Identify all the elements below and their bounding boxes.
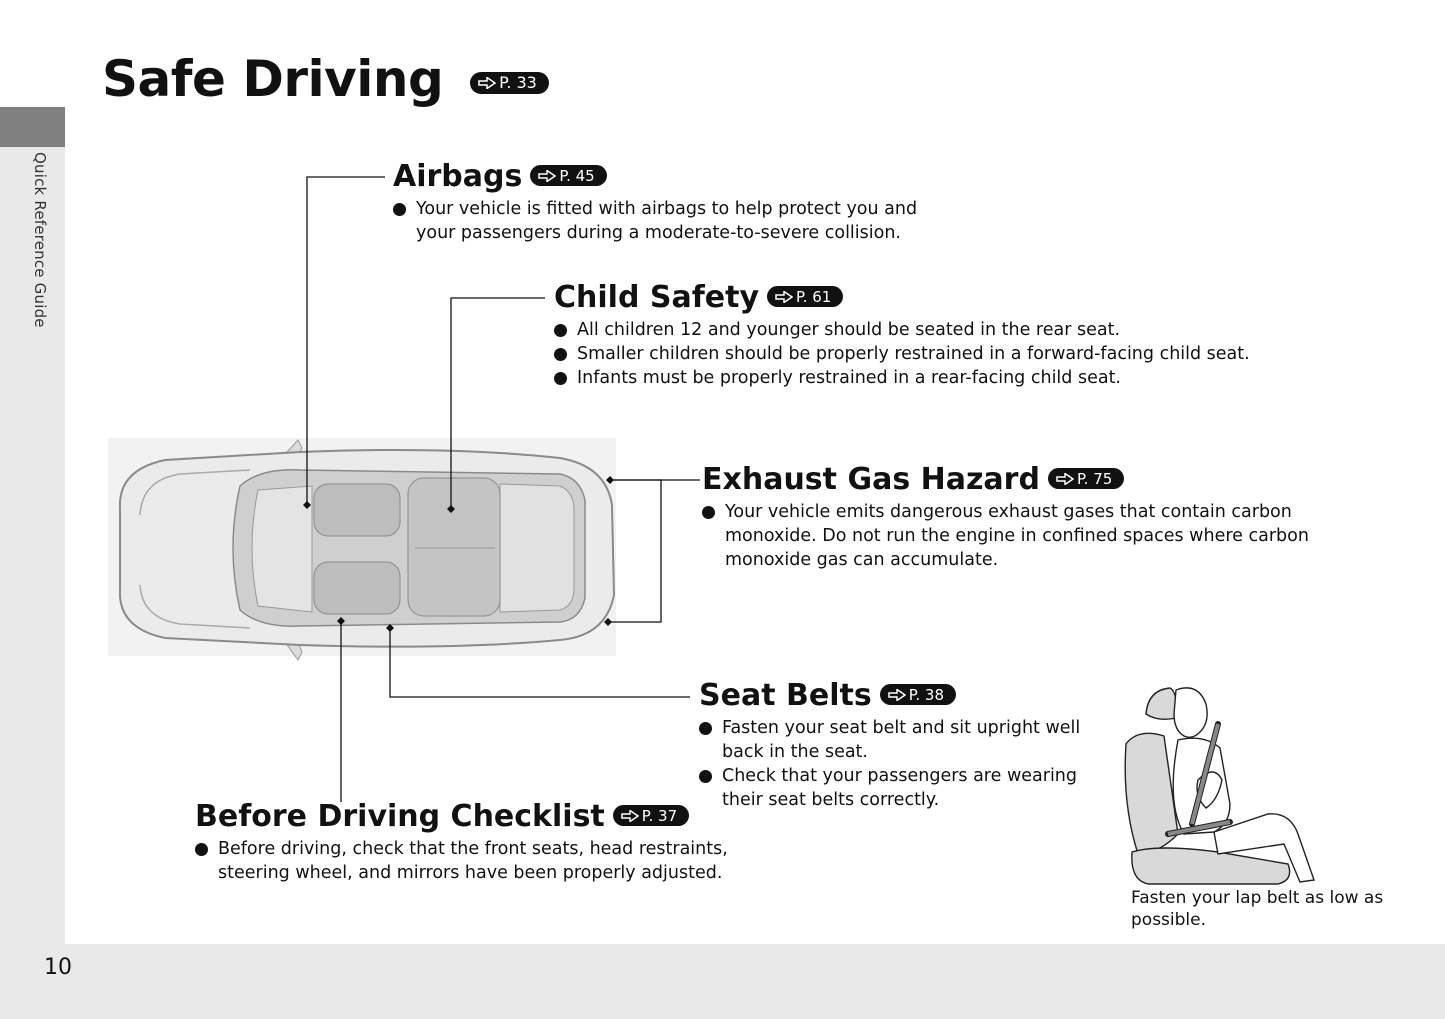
section-seat-belts [699,676,1109,812]
arrow-right-icon [538,170,556,182]
list-item: Your vehicle emits dangerous exhaust gases that contain carbon monoxide. Do not run the engine in confined spaces where carbon monoxide gas can accumulate. [702,500,1332,572]
seat-belts-heading [699,676,1109,716]
list-item: Your vehicle is fitted with airbags to help protect you and your passengers during a moderate-to-severe collision. [393,197,938,245]
list-item: All children 12 and younger should be seated in the rear seat. [554,318,1274,342]
airbags-reference-link[interactable] [530,165,606,186]
checklist-heading [195,797,755,837]
child-safety-heading-text: Child Safety [554,280,760,315]
child-safety-reference-link[interactable] [767,286,843,307]
list-item: Smaller children should be properly restrained in a forward-facing child seat. [554,342,1274,366]
seat-belts-reference-label: P. 38 [908,685,945,704]
side-section-label: Quick Reference Guide [31,152,49,328]
airbags-heading-text: Airbags [393,159,523,194]
seat-belts-bullet-list [699,716,1099,812]
checklist-heading-text: Before Driving Checklist [195,799,605,834]
seat-belts-heading-text: Seat Belts [699,678,872,713]
arrow-right-icon [888,689,906,701]
exhaust-reference-link[interactable] [1048,468,1124,489]
arrow-right-icon [621,810,639,822]
child-safety-bullet-list [554,318,1274,390]
section-before-driving-checklist [195,797,755,885]
list-item: Check that your passengers are wearing their seat belts correctly. [699,764,1099,812]
child-safety-heading [554,278,1274,318]
airbags-heading [393,157,953,197]
page-number: 10 [44,955,72,980]
exhaust-heading [702,460,1342,500]
section-child-safety [554,278,1274,390]
page-title-text: Safe Driving [102,50,444,108]
arrow-right-icon [775,291,793,303]
exhaust-bullet-list [702,500,1332,572]
checklist-reference-label: P. 37 [641,806,678,825]
airbags-reference-label: P. 45 [559,166,595,185]
section-airbags [393,157,953,245]
section-exhaust-gas-hazard [702,460,1342,572]
arrow-right-icon [1056,473,1074,485]
exhaust-reference-label: P. 75 [1076,469,1113,488]
airbags-bullet-list [393,197,938,245]
child-safety-reference-label: P. 61 [796,287,832,306]
exhaust-heading-text: Exhaust Gas Hazard [702,462,1040,497]
checklist-bullet-list [195,837,740,885]
seated-person-with-seat-belt-illustration [1118,684,1333,889]
page-reference-label: P. 33 [499,73,537,92]
checklist-reference-link[interactable] [613,805,689,826]
list-item: Before driving, check that the front seats, head restraints, steering wheel, and mirrors have been properly adjusted. [195,837,740,885]
list-item: Fasten your seat belt and sit upright well back in the seat. [699,716,1099,764]
seat-belts-reference-link[interactable] [880,684,956,705]
illustration-caption: Fasten your lap belt as low as possible. [1131,888,1384,930]
list-item: Infants must be properly restrained in a rear-facing child seat. [554,366,1274,390]
